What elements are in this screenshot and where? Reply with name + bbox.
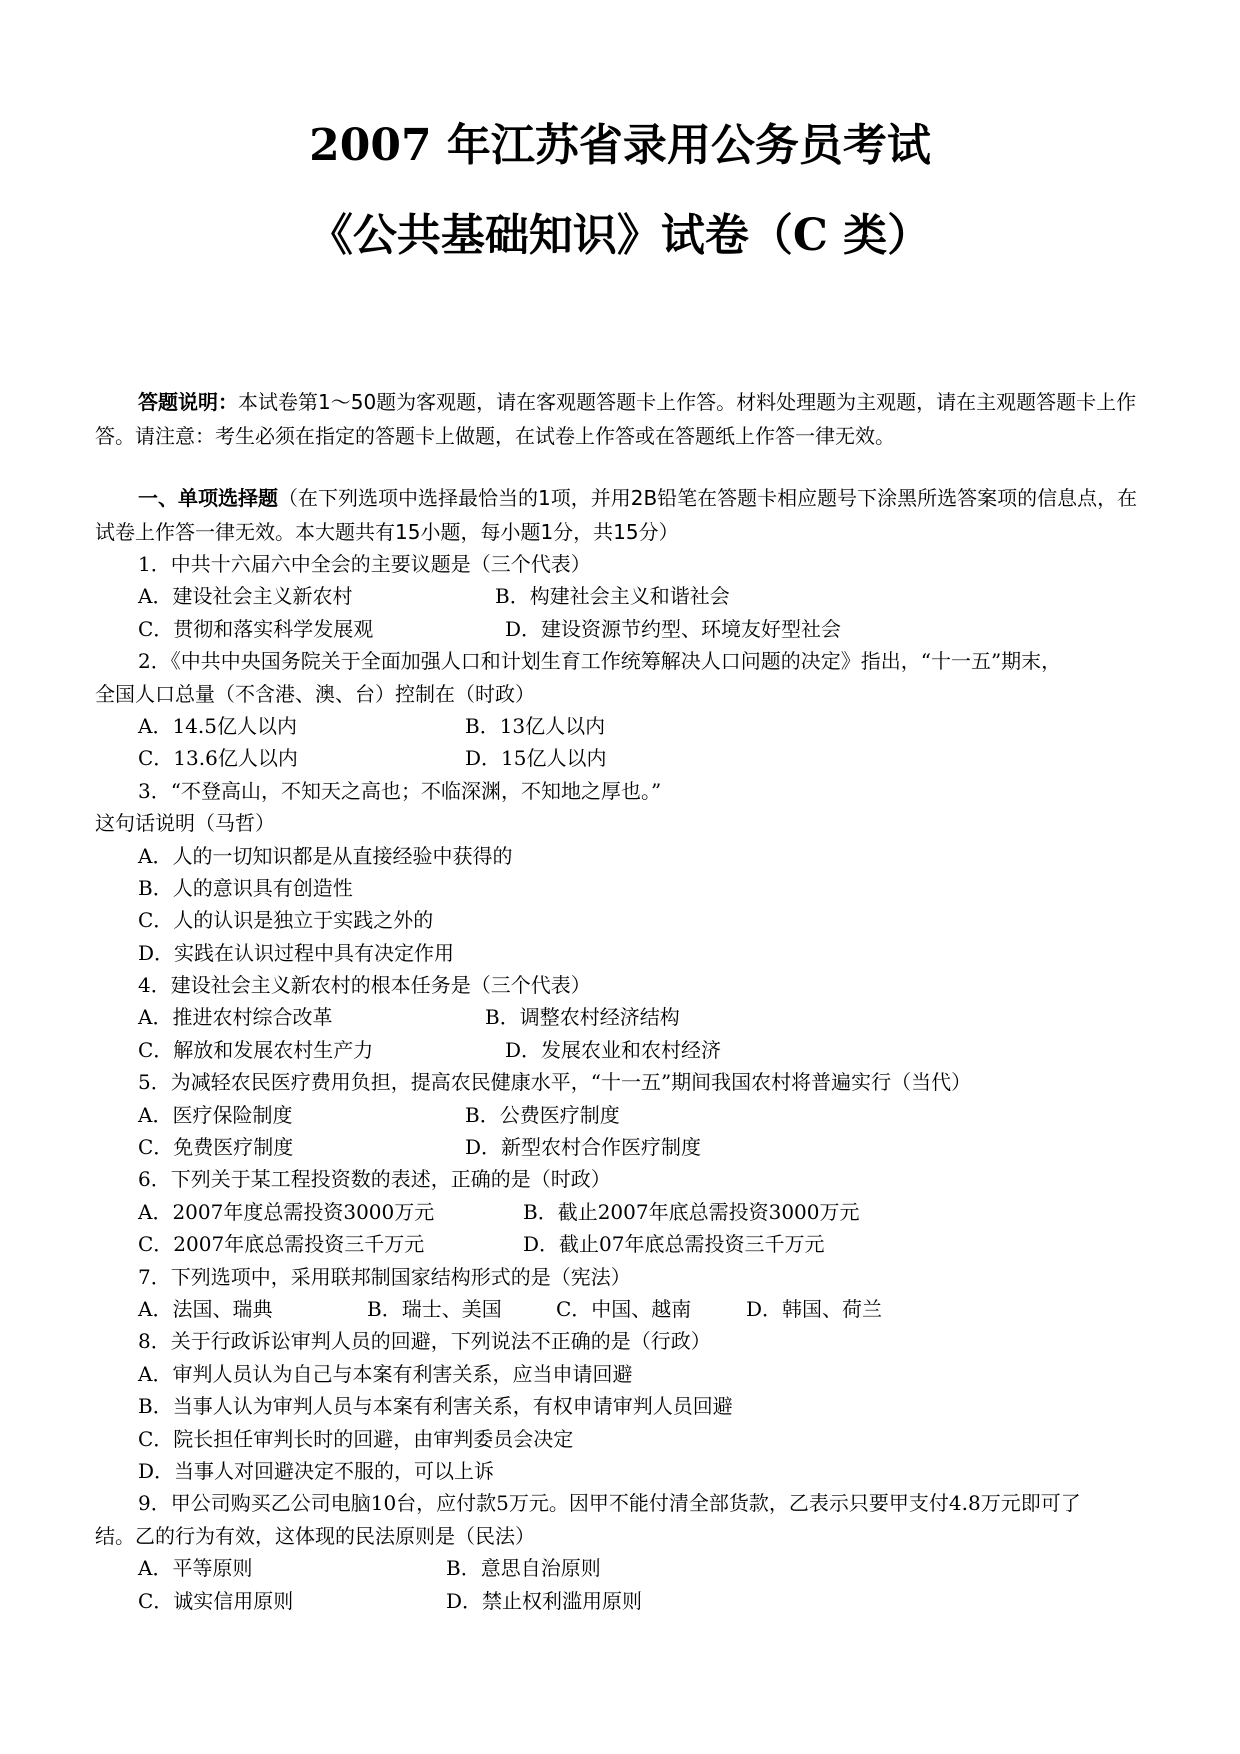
option-row (95, 1099, 1165, 1131)
option-choice: B．人的意识具有创造性 (138, 875, 353, 900)
section-heading-label: 一、单项选择题 (138, 486, 278, 510)
option-choice: C．院长担任审判长时的回避，由审判委员会决定 (138, 1426, 574, 1451)
option-choice: D．截止07年底总需投资三千万元 (523, 1232, 825, 1257)
option-row (95, 613, 1165, 645)
option-row (95, 904, 1165, 936)
answer-instructions-text: 本试卷第1～50题为客观题，请在客观题答题卡上作答。材料处理题为主观题，请在主观题答题卡上作答。请注意：考生必须在指定的答题卡上做题，在试卷上作答或在答题纸上作答一律无效。 (95, 390, 1137, 448)
option-choice: C．人的认识是独立于实践之外的 (138, 908, 434, 933)
answer-instructions-label: 答题说明： (138, 390, 238, 414)
question-stem: 全国人口总量（不含港、澳、台）控制在（时政） (95, 681, 535, 706)
option-row (95, 1423, 1165, 1455)
option-choice: C．中国、越南 (556, 1296, 692, 1321)
option-choice: B．瑞士、美国 (367, 1296, 502, 1321)
question-stem: 4．建设社会主义新农村的根本任务是（三个代表） (138, 973, 591, 998)
option-choice: B．调整农村经济结构 (485, 1005, 680, 1030)
answer-instructions (95, 385, 1155, 453)
option-row (95, 937, 1165, 969)
option-row (95, 1390, 1165, 1422)
question-stem: 2．《中共中央国务院关于全面加强人口和计划生育工作统筹解决人口问题的决定》指出，“十一五”期末， (138, 649, 1062, 674)
option-row (95, 1358, 1165, 1390)
option-row (95, 872, 1165, 904)
option-row (95, 742, 1165, 774)
option-choice: C．免费医疗制度 (138, 1135, 294, 1160)
question-stem: 6．下列关于某工程投资数的表述，正确的是（时政） (138, 1167, 611, 1192)
option-row (95, 1293, 1165, 1325)
option-choice: D．发展农业和农村经济 (505, 1037, 722, 1062)
question-stem: 3．“不登高山，不知天之高也；不临深渊，不知地之厚也。” (138, 778, 662, 803)
option-row (95, 1585, 1165, 1617)
option-choice: B．13亿人以内 (465, 713, 606, 738)
option-row (95, 1552, 1165, 1584)
question-stem: 5．为减轻农民医疗费用负担，提高农民健康水平，“十一五”期间我国农村将普遍实行（当代） (138, 1070, 972, 1095)
option-choice: D．15亿人以内 (465, 746, 607, 771)
option-row (95, 1034, 1165, 1066)
option-choice: B．当事人认为审判人员与本案有利害关系，有权申请审判人员回避 (138, 1394, 733, 1419)
option-row (95, 580, 1165, 612)
option-choice: A．人的一切知识都是从直接经验中获得的 (138, 843, 513, 868)
option-choice: A．法国、瑞典 (138, 1296, 273, 1321)
option-choice: A．平等原则 (138, 1556, 253, 1581)
option-row (95, 1455, 1165, 1487)
option-choice: B．意思自治原则 (446, 1556, 601, 1581)
option-row (95, 710, 1165, 742)
option-choice: B．构建社会主义和谐社会 (495, 584, 730, 609)
question-stem: 7．下列选项中，采用联邦制国家结构形式的是（宪法） (138, 1264, 631, 1289)
question-stem: 这句话说明（马哲） (95, 811, 275, 836)
question-stem: 1．中共十六届六中全会的主要议题是（三个代表） (138, 552, 591, 576)
option-choice: D．新型农村合作医疗制度 (465, 1135, 702, 1160)
question-stem: 8．关于行政诉讼审判人员的回避，下列说法不正确的是（行政） (138, 1329, 711, 1354)
option-choice: C．13.6亿人以内 (138, 746, 298, 771)
option-choice: A．医疗保险制度 (138, 1102, 293, 1127)
option-choice: C．贯彻和落实科学发展观 (138, 616, 374, 641)
option-choice: A．14.5亿人以内 (138, 713, 297, 738)
option-choice: C．诚实信用原则 (138, 1588, 294, 1613)
exam-title-line1: 2007 年江苏省录用公务员考试 (309, 120, 931, 171)
question-list (95, 548, 1165, 1617)
exam-title-line2: 《公共基础知识》试卷（C 类） (308, 210, 932, 261)
option-choice: A．建设社会主义新农村 (138, 584, 353, 609)
option-choice: D．当事人对回避决定不服的，可以上诉 (138, 1458, 495, 1483)
option-choice: D．实践在认识过程中具有决定作用 (138, 940, 455, 965)
option-choice: C．2007年底总需投资三千万元 (138, 1232, 425, 1257)
option-choice: A．2007年度总需投资3000万元 (138, 1199, 435, 1224)
option-choice: D．建设资源节约型、环境友好型社会 (505, 616, 842, 641)
question-stem: 9．甲公司购买乙公司电脑10台，应付款5万元。因甲不能付清全部货款，乙表示只要甲支付4.8万元即可了 (138, 1491, 1081, 1516)
option-choice: B．公费医疗制度 (465, 1102, 620, 1127)
section-heading (95, 481, 1155, 549)
question-stem: 结。乙的行为有效，这体现的民法原则是（民法） (95, 1523, 535, 1548)
option-row (95, 840, 1165, 872)
option-choice: D．韩国、荷兰 (746, 1296, 883, 1321)
option-row (95, 1001, 1165, 1033)
option-choice: D．禁止权利滥用原则 (446, 1588, 643, 1613)
option-choice: C．解放和发展农村生产力 (138, 1037, 374, 1062)
option-row (95, 1196, 1165, 1228)
option-choice: B．截止2007年底总需投资3000万元 (523, 1199, 860, 1224)
option-choice: A．推进农村综合改革 (138, 1005, 333, 1030)
option-row (95, 1228, 1165, 1260)
section-heading-text: （在下列选项中选择最恰当的1项，并用2B铅笔在答题卡相应题号下涂黑所选答案项的信息点，在试卷上作答一律无效。本大题共有15小题，每小题1分，共15分） (95, 486, 1138, 544)
option-choice: A．审判人员认为自己与本案有利害关系，应当申请回避 (138, 1361, 633, 1386)
option-row (95, 1131, 1165, 1163)
